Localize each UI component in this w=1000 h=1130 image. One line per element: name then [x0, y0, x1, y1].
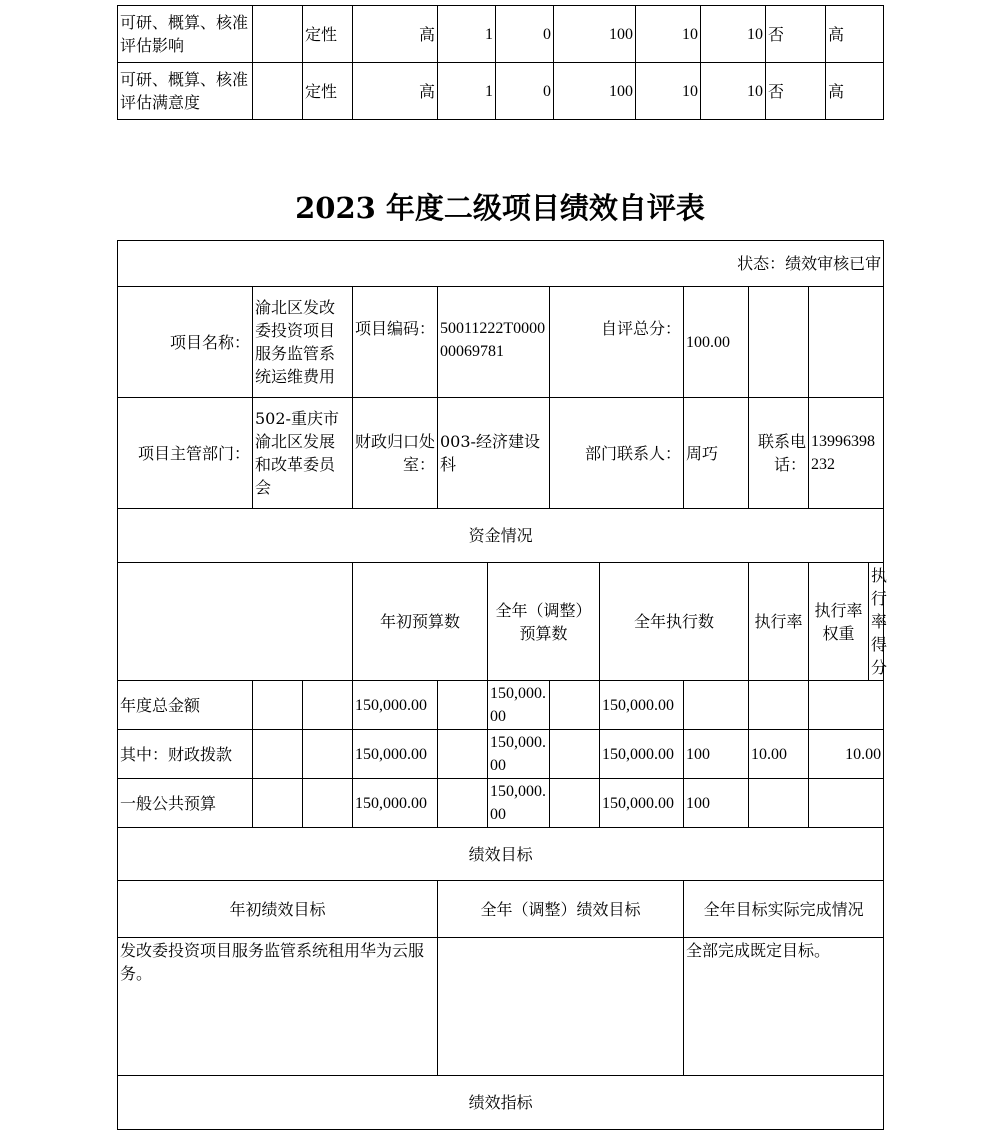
indicator-value: 高 — [826, 63, 884, 120]
table-row — [118, 779, 884, 828]
fund-executed: 150,000.00 — [600, 681, 684, 730]
project-code-value: 50011222T000000069781 — [438, 287, 550, 398]
indicator-name: 可研、概算、核准评估满意度 — [118, 63, 253, 120]
adjusted-goal-text — [438, 938, 684, 1076]
empty-cell — [550, 730, 600, 779]
fund-rate-score: 10.00 — [809, 730, 884, 779]
fund-rate — [684, 681, 749, 730]
indicator-deviation: 否 — [766, 6, 826, 63]
finance-label: 财政归口处室： — [353, 398, 438, 509]
finance-value: 003-经济建设科 — [438, 398, 550, 509]
status-badge: 状态：绩效审核已审 — [118, 241, 884, 287]
table-row — [118, 241, 884, 287]
empty-cell — [253, 730, 303, 779]
actual-completion-text: 全部完成既定目标。 — [684, 938, 884, 1076]
empty-cell — [809, 287, 884, 398]
indicator-score: 10 — [701, 6, 766, 63]
empty-cell — [253, 63, 303, 120]
col-header-initial-goal: 年初绩效目标 — [118, 881, 438, 938]
fund-adjusted: 150,000.00 — [488, 730, 550, 779]
indicator-deduct: 0 — [496, 63, 554, 120]
empty-cell — [118, 563, 353, 681]
initial-goal-text: 发改委投资项目服务监管系统租用华为云服务。 — [118, 938, 438, 1076]
indicator-rate: 100 — [554, 63, 636, 120]
fund-rate-weight: 10.00 — [749, 730, 809, 779]
fund-executed: 150,000.00 — [600, 779, 684, 828]
table-row — [118, 938, 884, 1076]
indicator-score: 10 — [701, 63, 766, 120]
fund-rate-weight — [749, 779, 809, 828]
indicator-attr: 定性 — [303, 63, 353, 120]
project-name-label: 项目名称： — [118, 287, 253, 398]
indicators-section-title: 绩效指标 — [118, 1076, 884, 1130]
fund-executed: 150,000.00 — [600, 730, 684, 779]
fund-rate-score — [809, 779, 884, 828]
indicator-name: 可研、概算、核准评估影响 — [118, 6, 253, 63]
indicator-full: 10 — [636, 63, 701, 120]
empty-cell — [253, 6, 303, 63]
phone-label: 联系电话： — [749, 398, 809, 509]
indicator-weight: 1 — [438, 63, 496, 120]
col-header-initial: 年初预算数 — [353, 563, 488, 681]
table-row — [118, 287, 884, 398]
fund-adjusted: 150,000.00 — [488, 681, 550, 730]
self-score-value: 100.00 — [684, 287, 749, 398]
empty-cell — [749, 287, 809, 398]
empty-cell — [438, 730, 488, 779]
indicator-target: 高 — [353, 6, 438, 63]
table-row — [118, 681, 884, 730]
fund-row-label: 其中：财政拨款 — [118, 730, 253, 779]
fund-rate: 100 — [684, 730, 749, 779]
empty-cell — [253, 681, 303, 730]
contact-label: 部门联系人： — [550, 398, 684, 509]
fund-rate: 100 — [684, 779, 749, 828]
col-header-executed: 全年执行数 — [600, 563, 749, 681]
col-header-rate-weight: 执行率权重 — [809, 563, 869, 681]
project-name-value: 渝北区发改委投资项目服务监管系统运维费用 — [253, 287, 353, 398]
table-row — [118, 6, 884, 63]
table-row — [118, 563, 884, 681]
dept-label: 项目主管部门： — [118, 398, 253, 509]
empty-cell — [550, 681, 600, 730]
fund-initial: 150,000.00 — [353, 681, 438, 730]
col-header-actual-completion: 全年目标实际完成情况 — [684, 881, 884, 938]
fund-row-label: 一般公共预算 — [118, 779, 253, 828]
indicator-value: 高 — [826, 6, 884, 63]
indicator-rate: 100 — [554, 6, 636, 63]
col-header-rate: 执行率 — [749, 563, 809, 681]
evaluation-table — [117, 240, 888, 1130]
contact-value: 周巧 — [684, 398, 749, 509]
empty-cell — [253, 779, 303, 828]
fund-rate-weight — [749, 681, 809, 730]
empty-cell — [550, 779, 600, 828]
fund-initial: 150,000.00 — [353, 779, 438, 828]
page-title: 2023 年度二级项目绩效自评表 — [295, 191, 705, 225]
fund-adjusted: 150,000.00 — [488, 779, 550, 828]
empty-cell — [438, 779, 488, 828]
fund-initial: 150,000.00 — [353, 730, 438, 779]
table-row — [118, 398, 884, 509]
fund-rate-score — [809, 681, 884, 730]
project-code-label: 项目编码： — [353, 287, 438, 398]
self-score-label: 自评总分： — [550, 287, 684, 398]
indicator-deviation: 否 — [766, 63, 826, 120]
table-row — [118, 509, 884, 563]
col-header-rate-score: 执行率得分 — [869, 563, 884, 681]
empty-cell — [303, 681, 353, 730]
indicator-full: 10 — [636, 6, 701, 63]
table-row — [118, 828, 884, 881]
empty-cell — [303, 730, 353, 779]
dept-value: 502-重庆市渝北区发展和改革委员会 — [253, 398, 353, 509]
empty-cell — [438, 681, 488, 730]
indicator-weight: 1 — [438, 6, 496, 63]
funds-section-title: 资金情况 — [118, 509, 884, 563]
indicator-attr: 定性 — [303, 6, 353, 63]
table-row — [118, 1076, 884, 1130]
phone-value: 13996398232 — [809, 398, 884, 509]
empty-cell — [303, 779, 353, 828]
col-header-adjusted: 全年（调整）预算数 — [488, 563, 600, 681]
goals-section-title: 绩效目标 — [118, 828, 884, 881]
indicator-deduct: 0 — [496, 6, 554, 63]
col-header-adjusted-goal: 全年（调整）绩效目标 — [438, 881, 684, 938]
indicator-target: 高 — [353, 63, 438, 120]
table-row — [118, 730, 884, 779]
indicator-continuation-table — [117, 5, 884, 120]
table-row — [118, 63, 884, 120]
table-row — [118, 881, 884, 938]
fund-row-label: 年度总金额 — [118, 681, 253, 730]
